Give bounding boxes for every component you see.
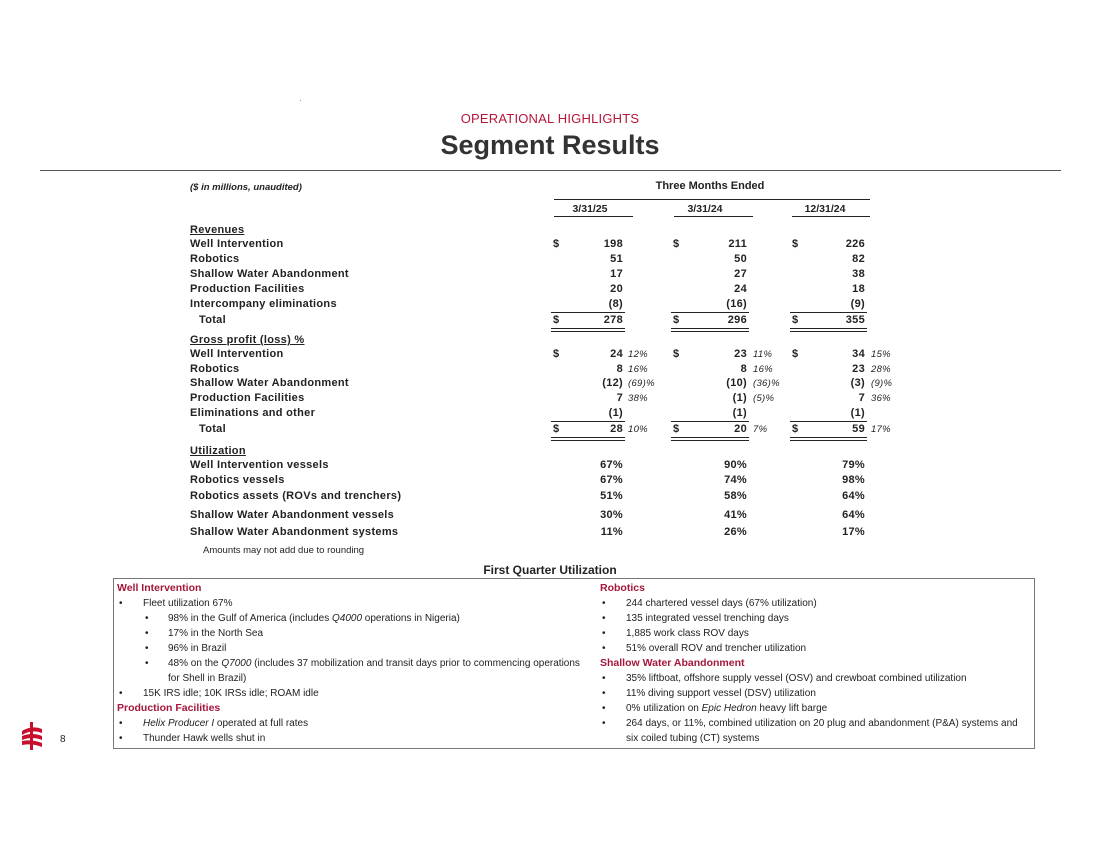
margin-percent: 7% <box>753 424 768 435</box>
cell-value: (10) <box>726 377 747 390</box>
row-label: Shallow Water Abandonment vessels <box>190 509 395 521</box>
bullet-text: 244 chartered vessel days (67% utilization) <box>626 598 817 609</box>
cell-value: 64% <box>842 509 865 521</box>
margin-percent: 10% <box>628 424 648 435</box>
units-note: ($ in millions, unaudited) <box>190 182 302 193</box>
currency-symbol: $ <box>792 348 799 360</box>
cell-value: 17 <box>610 268 623 280</box>
bullet-text: 96% in Brazil <box>168 643 227 654</box>
column-header: 3/31/25 <box>572 203 608 215</box>
bullet-text: Thunder Hawk wells shut in <box>143 733 266 744</box>
currency-symbol: $ <box>553 314 560 326</box>
cell-value: 26% <box>724 526 747 538</box>
cell-value: 24 <box>734 283 747 295</box>
cell-value: 59 <box>852 423 865 435</box>
row-label: Total <box>199 423 226 435</box>
rounding-note: Amounts may not add due to rounding <box>203 545 365 556</box>
cell-value: 64% <box>842 490 865 502</box>
margin-percent: 36% <box>871 393 891 405</box>
cell-value: 23 <box>734 348 747 360</box>
row-label: Shallow Water Abandonment <box>190 268 349 280</box>
header-rule-top <box>554 199 870 200</box>
cell-value: (16) <box>726 298 747 310</box>
bullet-item <box>117 611 587 626</box>
margin-percent: (9)% <box>871 378 893 390</box>
cell-value: 90% <box>724 459 747 471</box>
cell-value: 226 <box>845 238 865 250</box>
bullet-item <box>600 686 1032 701</box>
subtotal-rule <box>790 312 867 313</box>
cell-value: 41% <box>724 509 747 521</box>
row-label: Gross profit (loss) % <box>190 334 305 346</box>
bullet-item <box>117 716 587 731</box>
currency-symbol: $ <box>673 238 680 250</box>
header-rule <box>792 216 870 217</box>
bullet-text: 1,885 work class ROV days <box>626 628 749 639</box>
stray-dot <box>300 100 301 101</box>
cell-value: (9) <box>850 298 865 310</box>
bullet-text: 35% liftboat, offshore supply vessel (OSV) and crewboat combined utilization <box>626 673 967 684</box>
cell-value: 11% <box>600 526 623 538</box>
section-supertitle: OPERATIONAL HIGHLIGHTS <box>460 111 640 126</box>
cell-value: 8 <box>616 362 623 375</box>
cell-value: (8) <box>608 298 623 310</box>
bullet-item <box>600 596 1032 611</box>
cell-value: 17% <box>842 526 865 538</box>
bullet-item <box>117 686 587 701</box>
header-rule <box>554 216 633 217</box>
header-rule <box>674 216 753 217</box>
title-divider <box>40 170 1061 171</box>
row-label: Production Facilities <box>190 283 305 295</box>
vessel-name: Q4000 <box>331 613 363 624</box>
cell-value: 67% <box>600 474 623 486</box>
total-double-rule <box>551 328 625 332</box>
bullet-item <box>600 626 1032 641</box>
company-logo <box>20 722 44 750</box>
row-label: Robotics <box>190 362 240 375</box>
page-number: 8 <box>60 734 66 745</box>
total-double-rule <box>671 328 749 332</box>
margin-percent: 11% <box>753 349 773 360</box>
currency-symbol: $ <box>792 238 799 250</box>
bullet-text: (includes 37 mobilization and transit days prior to commencing operations for Shell in Brazil) <box>168 658 580 684</box>
margin-percent: 15% <box>871 349 891 360</box>
margin-percent: (69)% <box>628 378 655 390</box>
cell-value: 18 <box>852 283 865 295</box>
row-label: Well Intervention <box>190 238 284 250</box>
cell-value: 20 <box>734 423 747 435</box>
cell-value: 28 <box>610 423 623 435</box>
row-label: Production Facilities <box>190 392 305 405</box>
subtotal-rule <box>671 312 749 313</box>
bullet-text: 17% in the North Sea <box>168 628 264 639</box>
subsection-heading: Robotics <box>600 582 645 594</box>
subtotal-rule <box>671 421 749 422</box>
margin-percent: (36)% <box>753 378 780 390</box>
margin-percent: 16% <box>753 363 773 375</box>
utilization-box <box>113 578 1035 749</box>
cell-value: 355 <box>845 314 865 326</box>
cell-value: 82 <box>852 253 865 265</box>
currency-symbol: $ <box>673 423 680 435</box>
bullet-item <box>117 596 587 611</box>
cell-value: 34 <box>852 348 865 360</box>
row-label: Eliminations and other <box>190 406 316 419</box>
cell-value: (1) <box>732 392 747 405</box>
first-quarter-title: First Quarter Utilization <box>483 563 617 577</box>
cell-value: (1) <box>732 406 747 419</box>
bullet-text: 0% utilization on <box>626 703 702 714</box>
row-label: Robotics assets (ROVs and trenchers) <box>190 490 402 502</box>
subtotal-rule <box>551 312 625 313</box>
currency-symbol: $ <box>673 314 680 326</box>
row-label: Shallow Water Abandonment <box>190 377 349 390</box>
margin-percent: 17% <box>871 424 891 435</box>
page-title: Segment Results <box>440 130 660 160</box>
row-label: Total <box>199 314 226 326</box>
cell-value: 74% <box>724 474 747 486</box>
subtotal-rule <box>551 421 625 422</box>
cell-value: (1) <box>608 406 623 419</box>
cell-value: 51 <box>610 253 623 265</box>
cell-value: 27 <box>734 268 747 280</box>
column-header: 3/31/24 <box>687 203 723 215</box>
bullet-item <box>117 656 587 686</box>
vessel-name: Epic Hedron <box>701 703 757 714</box>
cell-value: 30% <box>600 509 623 521</box>
bullet-item <box>117 731 587 746</box>
currency-symbol: $ <box>553 348 560 360</box>
margin-percent: (5)% <box>753 393 775 405</box>
row-label: Utilization <box>190 445 246 457</box>
subsection-heading: Well Intervention <box>117 582 202 594</box>
bullet-item <box>600 641 1032 656</box>
bullet-item <box>600 611 1032 626</box>
cell-value: 98% <box>842 474 865 486</box>
cell-value: (3) <box>850 377 865 390</box>
cell-value: 211 <box>728 238 747 250</box>
cell-value: 7 <box>858 392 865 405</box>
cell-value: 38 <box>852 268 865 280</box>
bullet-text: operations in Nigeria) <box>362 613 460 624</box>
total-double-rule <box>790 437 867 441</box>
bullet-text: 98% in the Gulf of America (includes <box>168 613 332 624</box>
cell-value: (1) <box>850 406 865 419</box>
subsection-heading: Shallow Water Abandonment <box>600 657 745 669</box>
row-label: Robotics vessels <box>190 474 285 486</box>
row-label: Revenues <box>190 224 245 236</box>
cell-value: 198 <box>603 238 623 250</box>
bullet-text: 264 days, or 11%, combined utilization on 20 plug and abandonment (P&A) systems and six coiled tubing (CT) systems <box>626 718 1018 744</box>
cell-value: 20 <box>610 283 623 295</box>
subsection-heading: Production Facilities <box>117 702 221 714</box>
currency-symbol: $ <box>792 423 799 435</box>
currency-symbol: $ <box>553 423 560 435</box>
row-label: Well Intervention <box>190 348 284 360</box>
bullet-text: operated at full rates <box>214 718 309 729</box>
total-double-rule <box>790 328 867 332</box>
bullet-item <box>600 671 1032 686</box>
bullet-item <box>600 716 1032 746</box>
cell-value: 8 <box>740 362 747 375</box>
cell-value: 24 <box>610 348 623 360</box>
margin-percent: 38% <box>628 393 648 405</box>
row-label: Intercompany eliminations <box>190 298 337 310</box>
margin-percent: 12% <box>628 349 648 360</box>
cell-value: 79% <box>842 459 865 471</box>
cell-value: 23 <box>852 362 865 375</box>
cell-value: 67% <box>600 459 623 471</box>
bullet-item <box>117 626 587 641</box>
vessel-name: Q7000 <box>221 658 252 669</box>
currency-symbol: $ <box>673 348 680 360</box>
bullet-text: 48% on the <box>168 658 222 669</box>
utilization-right-column <box>600 581 1032 746</box>
cell-value: 58% <box>724 490 747 502</box>
period-header: Three Months Ended <box>655 180 765 192</box>
cell-value: 296 <box>727 314 747 326</box>
bullet-text: heavy lift barge <box>756 703 828 714</box>
row-label: Shallow Water Abandonment systems <box>190 526 399 538</box>
row-label: Robotics <box>190 253 240 265</box>
cell-value: 50 <box>734 253 747 265</box>
vessel-name: Helix Producer I <box>143 718 215 729</box>
bullet-text: 51% overall ROV and trencher utilization <box>626 643 807 654</box>
subtotal-rule <box>790 421 867 422</box>
margin-percent: 28% <box>871 363 891 375</box>
bullet-item <box>117 641 587 656</box>
total-double-rule <box>551 437 625 441</box>
utilization-left-column <box>117 581 587 746</box>
bullet-item <box>600 701 1032 716</box>
cell-value: (12) <box>602 377 623 390</box>
cell-value: 278 <box>603 314 623 326</box>
currency-symbol: $ <box>792 314 799 326</box>
bullet-text: 135 integrated vessel trenching days <box>626 613 789 624</box>
margin-percent: 16% <box>628 363 648 375</box>
cell-value: 51% <box>600 490 623 502</box>
row-label: Well Intervention vessels <box>190 459 329 471</box>
cell-value: 7 <box>616 392 623 405</box>
bullet-text: Fleet utilization 67% <box>143 598 233 609</box>
bullet-text: 11% diving support vessel (DSV) utilization <box>626 688 816 699</box>
currency-symbol: $ <box>553 238 560 250</box>
total-double-rule <box>671 437 749 441</box>
bullet-text: 15K IRS idle; 10K IRSs idle; ROAM idle <box>143 688 319 699</box>
column-header: 12/31/24 <box>804 203 846 215</box>
